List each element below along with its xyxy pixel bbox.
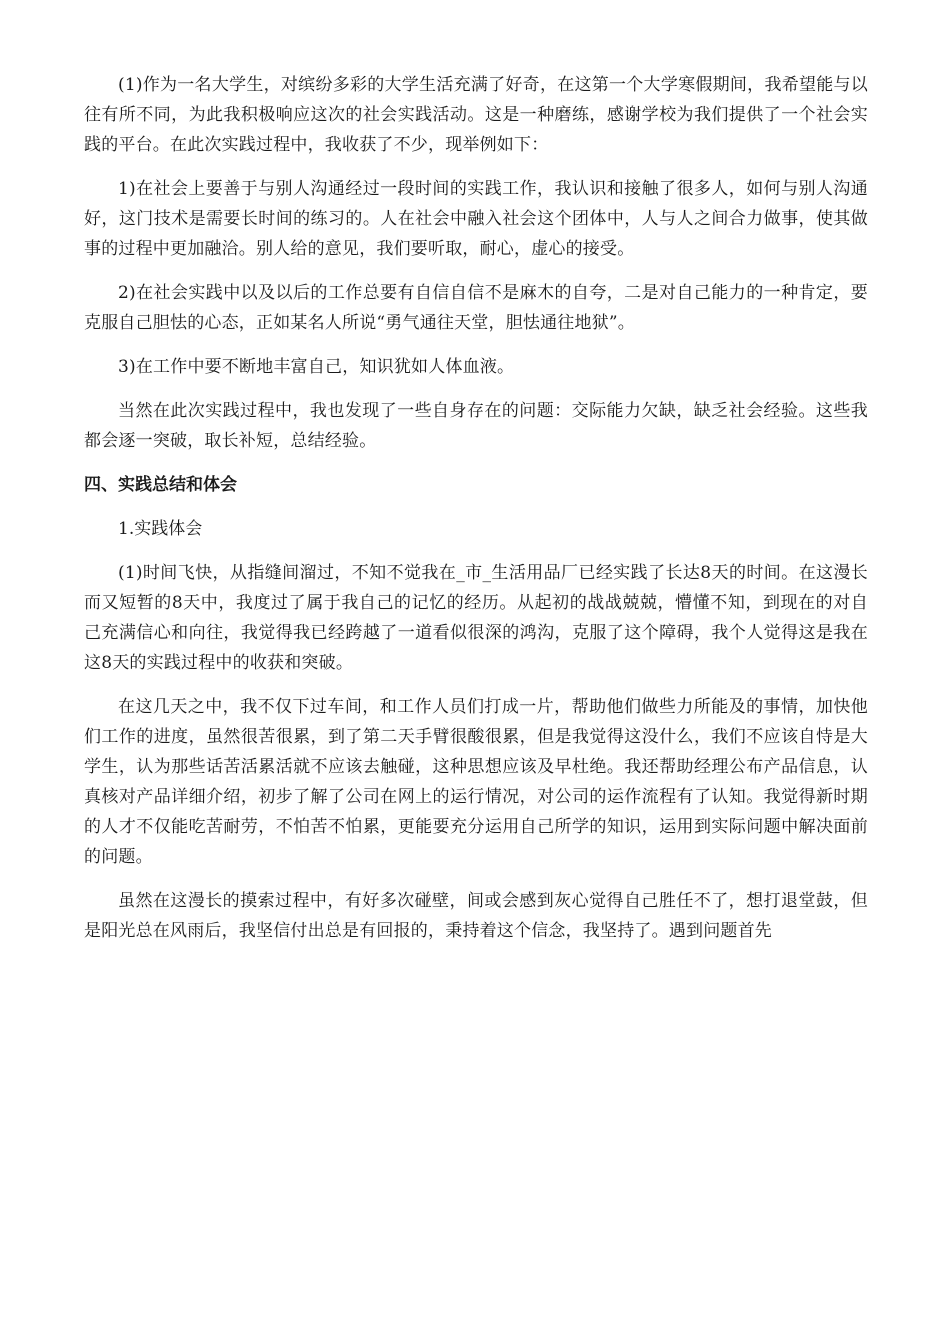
paragraph-6: (1)时间飞快，从指缝间溜过，不知不觉我在_市_生活用品厂已经实践了长达8天的时间。在这漫长而又短暂的8天中，我度过了属于我自己的记忆的经历。从起初的战战兢兢，懵懂不知，到现在的对自己充满信心和向往，我觉得我已经跨越了一道看似很深的鸿沟，克服了这个障碍，我个人觉得这是我在这8天的实践过程中的收获和突破。	[84, 563, 868, 673]
paragraph-5: 当然在此次实践过程中，我也发现了一些自身存在的问题：交际能力欠缺，缺乏社会经验。这些我都会逐一突破，取长补短，总结经验。	[84, 401, 868, 451]
document-page	[84, 70, 868, 960]
subsection-heading: 1.实践体会	[118, 519, 203, 539]
section-heading: 四、实践总结和体会	[84, 475, 237, 495]
paragraph-4: 3)在工作中要不断地丰富自己，知识犹如人体血液。	[118, 357, 515, 377]
paragraph-7: 在这几天之中，我不仅下过车间，和工作人员们打成一片，帮助他们做些力所能及的事情，加快他们工作的进度，虽然很苦很累，到了第二天手臂很酸很累，但是我觉得这没什么，我们不应该自恃是大学生，认为那些话苦活累活就不应该去触碰，这种思想应该及早杜绝。我还帮助经理公布产品信息，认真核对产品详细介绍，初步了解了公司在网上的运行情况，对公司的运作流程有了认知。我觉得新时期的人才不仅能吃苦耐劳，不怕苦不怕累，更能要充分运用自己所学的知识，运用到实际问题中解决面前的问题。	[84, 697, 868, 867]
paragraph-2: 1)在社会上要善于与别人沟通经过一段时间的实践工作，我认识和接触了很多人，如何与别人沟通好，这门技术是需要长时间的练习的。人在社会中融入社会这个团体中，人与人之间合力做事，使其做事的过程中更加融洽。别人给的意见，我们要听取，耐心，虚心的接受。	[84, 179, 868, 259]
paragraph-3: 2)在社会实践中以及以后的工作总要有自信自信不是麻木的自夸，二是对自己能力的一种肯定，要克服自己胆怯的心态，正如某名人所说“勇气通往天堂，胆怯通往地狱”。	[84, 283, 868, 333]
paragraph-1: (1)作为一名大学生，对缤纷多彩的大学生活充满了好奇，在这第一个大学寒假期间，我希望能与以往有所不同，为此我积极响应这次的社会实践活动。这是一种磨练，感谢学校为我们提供了一个社会实践的平台。在此次实践过程中，我收获了不少，现举例如下：	[84, 75, 868, 155]
paragraph-8: 虽然在这漫长的摸索过程中，有好多次碰壁，间或会感到灰心觉得自己胜任不了，想打退堂鼓，但是阳光总在风雨后，我坚信付出总是有回报的，秉持着这个信念，我坚持了。遇到问题首先	[84, 891, 868, 941]
